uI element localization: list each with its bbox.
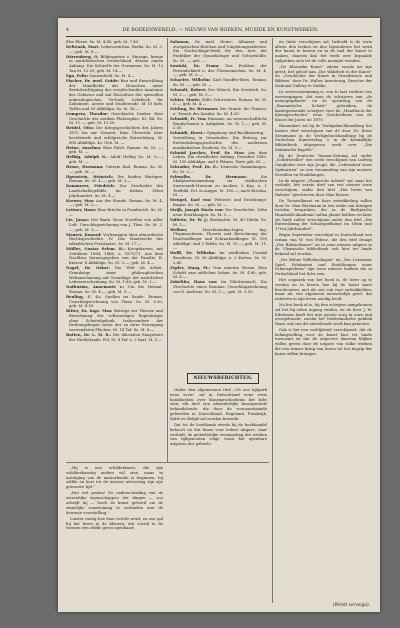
- book-entry-author: Helbig, Adolph N.:: [66, 154, 108, 160]
- news-paragraph: Binnenkort zal bij de Verlagsbuchhandlung het laatste deel verschijnen van de door Dr. Ernst Steinmann in de Verlagsbuchhandlung bij de Duitschen Kunstverlag 's in de Koninklijke Bibliotheek uitgegeven werk over „Die Sixtinische Kapelle”.: [275, 123, 372, 152]
- book-entry: [66, 295, 163, 309]
- book-entry-details: Unterm Rad. Roman. 8o. M. —; geb. M. —: [69, 163, 163, 174]
- newspaper-page: [58, 18, 380, 612]
- book-entry: [66, 184, 163, 198]
- book-entry-author: Zepler, Marg. M.:: [170, 264, 211, 270]
- book-entry-details: Bau und Entwicklung der Mundhöhle des Menschen unter Berücksichtigung der vergleichenden Anatomie des Gebisses und mit Einschluss der speziellen mikroskopischen Technik. Lehrbuch für Zahnärzte, Aerzte und Studierende. M 10 farb. Tafeln und 50 Abbildgn. 8o. M. 16.—: [69, 77, 163, 112]
- page-header: [66, 24, 372, 37]
- book-entry-author: Strijk, Joseph Maria von:: [170, 207, 224, 213]
- book-entry-author: Nathusius, Annemarie v.:: [66, 284, 125, 290]
- book-entry-details: Maschinenbau-Ingen. Ing. Flugmaschinen. Theorie und Berechnung der Drachenflieger und Schraubenflieger. M. 100 Abbildgn. und 3 Tafeln. 8o. M. 10.—; geb. M. 11.—: [173, 226, 267, 251]
- book-entry-author: Gomperz, Theodor:: [66, 111, 109, 117]
- book-entry-details: Eine Brücke in Frankreich. 8o. M. —: [69, 207, 163, 218]
- book-entry-author: Deltenok, Mart.: [66, 44, 100, 49]
- book-entry: [66, 333, 163, 342]
- book-entry: [170, 251, 267, 265]
- book-entry-author: Schmid Jaeckes, Prof. Dr. Max:: [170, 149, 245, 155]
- book-entry-details: Aus der Stunde. Roman. 8o. M. 4.—; geb. M. 5.—: [69, 197, 163, 208]
- book-entry-author: Maurer, Konrad:: [66, 231, 102, 237]
- book-entry-details: Gymphony und Buckhmering. - Vorstellung in Gemeinden. Ein Beitrag zur Entwickelungsgeschichte des modernen musikalischen Strebens. 8o. M. 3.—: [173, 130, 268, 150]
- news-paragraph: In overeenstemming is, een te laat verdere van overwegingen, dat men de schrijvers van „de monographieën” en de opvatting van de „Romantische Schule” gebruiken, de laatstgenoemde schrijver voor de „Handbuch der Kunstgeschichte” eene Geschiedenis van de Kunst der Jaren tot 1870.: [275, 88, 372, 123]
- book-entry: [66, 79, 163, 112]
- book-entry-author: Nagel, Dr. Oskar:: [66, 265, 110, 271]
- book-entry-details: Weiteste und Erziehungsfragen. 8o. M. —; geb. M. —: [173, 197, 267, 208]
- book-entry-author: Schrader, Prof. Dr. E.:: [170, 163, 219, 169]
- news-column-3: [275, 40, 372, 605]
- book-entry-author: Ilgenstein, Heinrich:: [66, 173, 114, 179]
- book-entry-author: Wellner,: [170, 226, 188, 232]
- book-list-column-2: [170, 40, 267, 370]
- book-entry-author: Heine, Anselma:: [66, 144, 102, 150]
- book-entry-details: Vom inneren Wesen. Eine Schrift zum sittlichen Leben. 8o. M. 4.80; geb. M. 6.—: [173, 264, 267, 280]
- book-entry-author: Salomon,: [170, 39, 190, 44]
- book-entry-author: Müller, Gustav Selem. R.:: [66, 245, 125, 251]
- continued-note: (Wordt vervolgd).: [332, 602, 370, 607]
- book-entry-author: Stengel, Karl von:: [170, 197, 212, 203]
- book-entry-details: Eine Fahrt. Roman. 8o. M. —; geb. M. —: [69, 144, 163, 155]
- book-entry-details: Im Glücksrausch. Die Geschichte eines Romane. Umschlagzeichnung von R. Andreae. 8o. M. 3.—; geb. M. 3.50.: [173, 279, 267, 294]
- book-entry-author: Krewer, Max:: [66, 197, 95, 203]
- book-entry: [66, 309, 163, 333]
- book-entry: [170, 228, 267, 252]
- news-column-1: [66, 466, 163, 533]
- book-entry-author: Schwalbe, Dr. Hermann:: [170, 173, 248, 179]
- book-entry-author: Ego, Feliz:: [66, 72, 89, 78]
- book-entry-details: Else Ebeze. 8o. M. 4.80; geb. M. 7.40.: [66, 39, 140, 44]
- news-paragraph: „Het wel gezien! De onderscheiding van de wezenlijke eigenschappen der dingen — zoo schrijft hij — heeft de kunst geleerd om de zinnelijke waarneming te verbinden met de bewuste voorstelling.”: [66, 490, 163, 515]
- book-entry-author: Vallette, Dr. W. J.:: [170, 216, 209, 222]
- book-entry: [170, 117, 267, 131]
- book-entry-author: Lie, Jonas:: [66, 217, 89, 223]
- book-list-column-1: [66, 40, 163, 474]
- news-paragraph: Onder den algemeenen titel „Uit ons tijdperk eene serie” zal in Duitschland eene serie handboeken over Kunstgeschiedenis het licht zien: elk deel een afzonderlijke kunstperiode behandelende, die door de vooraanstaande geleerden in Duitschland, Engeland, Frankrijk, Italië en België zal worden bewerkt.: [170, 387, 267, 421]
- section-heading-nieuwsberichten: NIEUWSBERICHTEN.: [187, 373, 259, 384]
- column-rule-left: [167, 38, 168, 462]
- book-entry-author: Rutten, Dr. L. M. R.:: [66, 332, 112, 338]
- book-entry-author: Schling, Dr. Hermann:: [170, 106, 219, 112]
- book-entry: [66, 233, 163, 247]
- section-divider: [66, 462, 269, 463]
- book-entry-details: Adolf Helbig 8o. M. 8.—; geb. M. —: [69, 154, 163, 164]
- book-entry-details: Vorlesungen über altnordische Rechtsgeschichte. IV. Das Staatsrecht des isländischen Freistaates. 8o. M. 17.—: [69, 231, 163, 246]
- book-entry-details: Sonnenheld. 8o. M. 4.—: [88, 72, 136, 78]
- book-entry-author: Ritter, Dr. Inge. Max:: [66, 308, 113, 314]
- book-entry: [66, 126, 163, 145]
- book-entry-author: Wolff, Dr. Wilhelm:: [170, 250, 216, 256]
- news-paragraph: Ook is het een verblijdend verschijnsel, dat de belangstelling voor de kunst hier ter lande toeneemt en dat de uitgevers daarvan blijken willen geven door de uitgave van zulke werken die een ruimer kring van lezers tot het begrip der kunst willen brengen.: [275, 327, 372, 356]
- news-column-2: [170, 388, 267, 448]
- book-entry-author: Kammerer, Friedrich:: [66, 183, 116, 189]
- book-entry-author: Heidel, Otto:: [66, 125, 95, 131]
- book-entry-details: Einsame, an wissenschaftliche Rundschauen u. Aufgaben. 8o. M. 1.—; geb. M. 2.50.: [173, 116, 268, 131]
- book-entry-details: Das Problem der Persönlichkeit u. des Übermenschen. 8o. M. 4.—; geb. M. 5.—: [173, 62, 267, 78]
- book-entry-details: Griechische Denker. Eine Geschichte der antiken Philosophie. III. Bd. 8o. M. 11.—; geb. M. 13.50.: [69, 111, 163, 126]
- news-paragraph: Nu het boek af is, bij den schrijver aangekomen zal het bij velen ingang vinden, en de heer J. W. Ederheim heeft het met groote zorg in onze taal overgebracht, zoodat het Nederlandsche publiek thans ook van dit uitstekende werk kan genieten.: [275, 302, 372, 326]
- news-paragraph: Het oogmerk van het boek is, de lezer op te voeden en te leeren hoe hij de kunst moet beschouwen, niet als een vak voor ontwikkelden, maar als een algemeen menschelijk goed, dat iedereen in zijn leven noodig heeft.: [275, 277, 372, 302]
- book-entry-details: Deutsche Sammlungen. 8o. M. 3.—: [173, 163, 267, 174]
- book-entry-details: Die Kriegsgeschichten des Jahres 1870 bis zur Neuzeit. Eine Übersicht über bestehende und erfolgreiche Entwicklung. M. 600 Abbildgn. 4o. Geb. M. —: [69, 125, 163, 145]
- book-entry: [66, 112, 163, 126]
- book-entry-details: Quellen im Sande. Roman. Umschlagzeichnung von Thom. 8o. M. 3.50; geb. M. 4.50.: [69, 293, 163, 309]
- book-entry-details: Die beiden Bärtigen. Roman. 8o. M. 4.—; geb. M. 5.—: [69, 173, 163, 184]
- news-paragraph: „De Klassieke Kunst” ademt zooals uit zijn geest, het geloof aan „Die Wahrheit in der Kunst” en „Geschichte der Kunst in Grundrissen und Bildern” door Dr. Walter Armstrong, Director der National Gallery te Dublin.: [275, 63, 372, 88]
- book-entry-author: Dörrenberg, O.: [66, 53, 99, 59]
- book-entry-details: Die Welt als Arbeit. Grundzüge einer philosophischen Weltanschauung auf Grundlage der natürlichen Lebenserscheinung. 8o. M. 1.60; geb. M. 2.—: [69, 265, 163, 285]
- book-entry-details: Dr. med. Heinr.: Albanier und europäischen Brüchen und Umgebungsarbeiten. Ein Nachschlage-Werk für den Arzt der Praktiker der Gynaekologie und Geburtshilfe. 8o. M. —; geb. —: [173, 39, 267, 63]
- book-entry-author: Hesse, Hermann:: [66, 163, 104, 169]
- book-entry-author: Sawicki, Dr. Franz:: [170, 62, 220, 68]
- news-paragraph: en Italie verschijnen zal, bedoeld is de serie alleen den leeken en den bijzonderen het werk der kunst te bezien en in de taal der kunst te maken, daarom kan het werk over bepaalde tijdperken zich tot de volle menigte wenden.: [275, 39, 372, 63]
- book-entry: [66, 55, 163, 74]
- book-entry: [66, 218, 163, 232]
- news-paragraph: „Hij is een schilderkunst, die zijn schilderkunstig anders wil zien, maar in navolging van de natuurkunde is beginnen, hij zelfde en kort tot de nieuwe uitvoering zijn zijn getrouwe tijd.”: [66, 465, 163, 490]
- book-entry: [66, 247, 163, 266]
- book-entry: [170, 131, 267, 150]
- book-entry-author: Schaefer, Wilhelm:: [170, 77, 211, 83]
- book-entry-author: Schmidt, Horst.:: [170, 130, 206, 136]
- book-entry-details: Lebenszeichen. Berlin. 8o. M. 5.—; geb. M. 8.—: [69, 44, 163, 54]
- book-entry-details: Der Mönch. Ein Seestück. 8o. M. 2.—; geb. M. 3.—: [173, 86, 267, 97]
- book-entry-details: Der Bank. Neue Novellen von adler Luft. Umschlagzeichnung von J. Thee. 8o. M. 2.—; geb. M. 3.—: [69, 217, 163, 232]
- book-entry-details: Die Geschichte. Zehn neue Erzählungen. 8o. M. 5.—: [173, 207, 267, 217]
- book-entry-author: Reuling, C. G.:: [66, 293, 102, 299]
- book-entry-details: Beobachte. M. 40 Tafeln. 8o. M. 3.—: [173, 216, 267, 227]
- book-entry-details: Im nördlichen Urwald Brasiliens. M. 36 Abbildgn. u. 2 Karten. 8o. M. 2.40.: [173, 250, 267, 265]
- book-entry-details: Um die Heimat. Roman. 8o. M. 4.—; geb. M. 5.—: [69, 284, 163, 294]
- book-entry-details: Bildergarten z. Einsegn. kriege in norddeutschen Deutschland, dessen einem Anhang: Die Schwelle der Germanen. 8o. M. 12 Tan M. 12.50; geb. M. 14.—: [69, 53, 163, 73]
- book-entry-details: Aus dem Leben. Ein christlicher Anfang, Gestaltet 1905. M. 100 Abbildgn. und 8 Plänen. Tarte geb. M. —: [173, 149, 268, 164]
- news-paragraph: Begin September verschijnt in Duitschland een roman van W. von Polenz, die den titel draagt „Der Büttnerbauer” en in eene nieuwe uitgave in de Vlaamsche bibliotheek ook hier ter lande bekend zal worden.: [275, 232, 372, 256]
- book-entry-author: Fischer, Dr. med. Guido:: [66, 77, 119, 83]
- book-entry-author: Zobeltitz, Hans von:: [170, 279, 218, 285]
- column-rule-right: [272, 38, 273, 603]
- news-paragraph: „Die Bühne Wilhelmshagen” en „Der Letzeaner Spiel, Erlebnisse und Erzählungen einer Schauspielerin” zijn twee nieuwe boeken die in Duitschland het licht zien.: [275, 257, 372, 277]
- book-entry-details: Beitrige zur Theorie und Berechnung der vollwandigen Bogenträger ohne Scheitelgelenk. Insbesondere der Drehungsbogen sowie der zu ihrer Erzeugung verwendeten Flächen. M. 14 Taf. 8o. M. 6.—: [69, 308, 163, 333]
- book-entry: [170, 266, 267, 280]
- book-entry: [170, 280, 267, 294]
- news-paragraph: Luister rustig hoe hem vertelt werd, en zoo gaf hij het leven in de kleuren, dat overal in de vormen een zelfde geest openbaart.: [66, 515, 163, 531]
- book-entry: [170, 151, 267, 165]
- book-entry-details: Karl Stauffer-Bern. Roman. 8o. M. —; geb. M. —: [173, 77, 268, 87]
- book-entry-details: Kriegskarten. mit Zeitdaten 1864, 1866, u. 1870/71. Aus dem Nachlass herausgegeben von der Familie. R. Kiesow. 8 Abbildgn. 8o. M. 3.—; geb. M. 4.—: [69, 245, 163, 266]
- book-entry: [66, 266, 163, 285]
- book-entry-details: Die Oranie, ihr Theatre, u. Tenach des Insulas. 8o. M. 4.50.: [173, 106, 268, 117]
- book-entry-author: Schmidt, Fr. Von:: [170, 116, 207, 122]
- book-entry-details: Die diluvialen Säugetiere der Niederlande. Pol. M. 4 Taf. u. 2 Karl. M. 5.—: [69, 332, 163, 342]
- book-entry-author: Leitner, Hans:: [66, 207, 97, 213]
- news-paragraph: Bij de Deutsche Roman-Zeitung zal onder „Schriftsteller” een werk verschijnen van Ludwig Ganghofer over zijn Jeugd, die „Lebenslauf eines Optimisten” en een verzameling van zijn mooiste Novellen en Erzählungen.: [275, 152, 372, 177]
- book-entry-author: Schaudt, Robert:: [170, 86, 207, 92]
- book-entry-details: Zur Geschichte des Landschaftsgefühls im frühen 18ten Jahrhundert. 8o. M. 4.—: [69, 183, 163, 198]
- news-paragraph: De Tooneelkunst en hare ontwikkeling zullen door Dr. Max Herrmann in een reeks van lezingen worden besproken, die in de Berlijnsche Humboldt-Akademie zullen plaats hebben en later als boek zullen verschijnen onder den titel „Die Entwicklung der Schauspielkunst im 16ten und 17ten Jahrhundert”.: [275, 197, 372, 232]
- book-entry-details: Sie Skulpturensammlung im städtischen Suermondt-Museum zu Aachen. 3 Kap. u. 1 Textbild. Fol. in mappe. M. 180.—; nach Breslau. M. —: [173, 173, 267, 198]
- book-entry: [170, 40, 267, 64]
- news-paragraph: Dat tot de hoofdzaak steeds bij de boekhandel behoort en dat thans voor iedere uitgave, naar verluidt, de gedeeltelijke verzameling der werken van tijdgenooten volgt, toont het openbare uitgaven der geheele.: [170, 421, 267, 447]
- page-number: 4: [66, 27, 70, 33]
- book-entry: [170, 175, 267, 199]
- page-header-title: DE BOEKENWERELD. — NIEUWS VAN BOEKEN, MUZIEK EN KUNSTWERKEN.: [122, 27, 319, 33]
- news-paragraph: In de uitgave „Vlaamsche Arbeid” zal, naar het verluidt, het eerste deel van een nieuwe serie verschijnen, onder den titel „Het leven van Rubens” geschreven door Max Rooses.: [275, 177, 372, 197]
- book-entry-author: Schier, Marie:: [170, 96, 201, 102]
- book-entry-details: Stille Schwestern. Roman. 8o. M. 3.—; geb. M. 4.—: [173, 96, 267, 107]
- book-entry: [170, 64, 267, 78]
